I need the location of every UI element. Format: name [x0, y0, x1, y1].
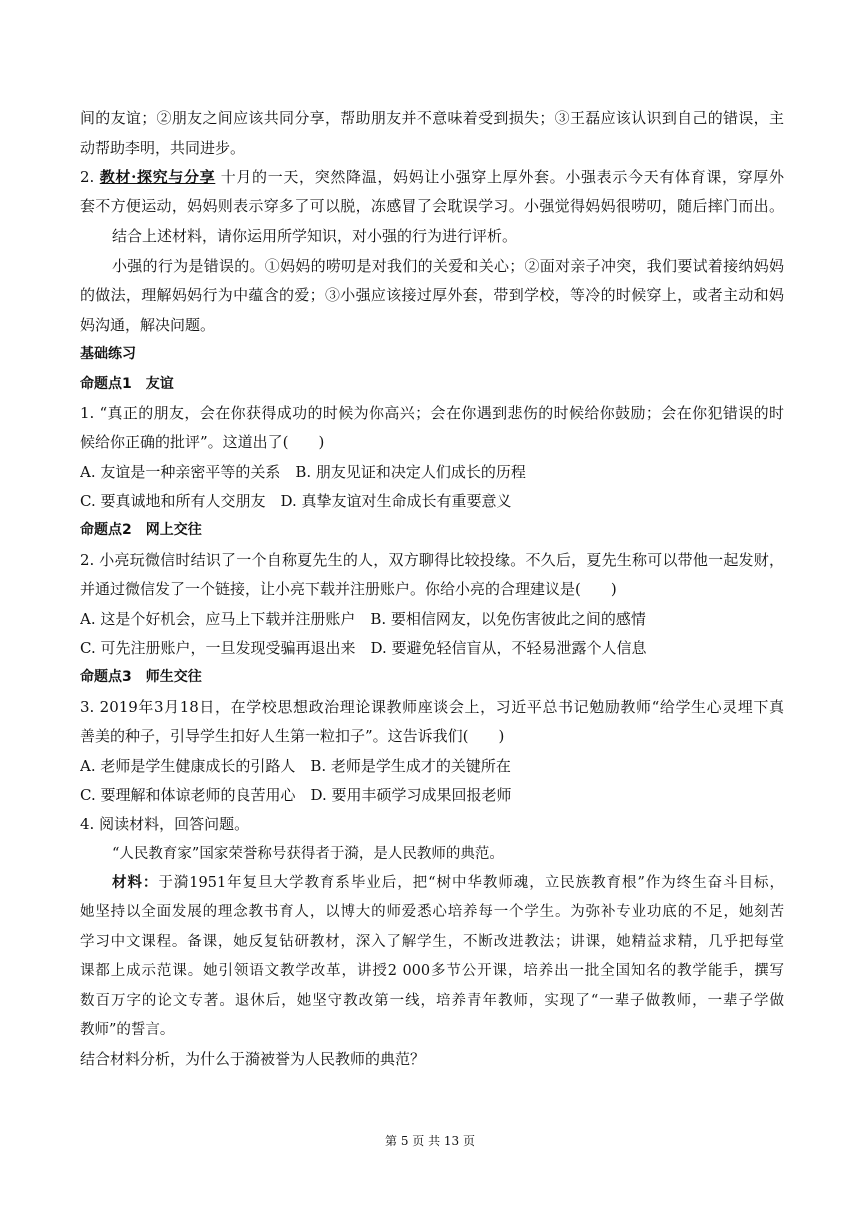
material-label: 材料： — [112, 874, 159, 891]
options-ab: A. 友谊是一种亲密平等的关系 B. 朋友见证和决定人们成长的历程 — [80, 463, 526, 481]
question-text: 十月的一天，突然降温，妈妈让小强穿上厚外套。小强表示今天有体育课，穿厚外 — [220, 168, 784, 186]
question-4-line: 4. 阅读材料，回答问题。 — [80, 815, 250, 833]
answer-line: 小强的行为是错误的。①妈妈的唠叨是对我们的关爱和关心；②面对亲子冲突，我们要试着接纳妈妈 — [112, 257, 784, 275]
question-2-line: 并通过微信发了一个链接，让小亮下载并注册账户。你给小亮的合理建议是( ) — [80, 580, 617, 598]
paragraph-line: 间的友谊；②朋友之间应该共同分享，帮助朋友并不意味着受到损失；③王磊应该认识到自己的错误，主 — [80, 109, 784, 127]
textbook-tag: 教材·探究与分享 — [99, 168, 216, 186]
question-2-line: 2. 小亮玩微信时结识了一个自称夏先生的人，双方聊得比较投缘。不久后，夏先生称可以带他一起发财， — [80, 551, 784, 569]
section-title: 基础练习 — [80, 346, 136, 362]
options-cd: C. 可先注册账户，一旦发现受骗再退出来 D. 要避免轻信盲从，不轻易泄露个人信息 — [80, 639, 647, 657]
material-line: 学习中文课程。备课，她反复钻研教材，深入了解学生，不断改进教法；讲课，她精益求精，几乎把每堂 — [80, 934, 784, 950]
material-text: 于漪1951年复旦大学教育系毕业后，把“树中华教师魂，立民族教育根”作为终生奋斗目标， — [158, 875, 784, 891]
question-number: 2. — [80, 168, 95, 186]
paragraph-line: 套不方便运动，妈妈则表示穿多了可以脱，冻感冒了会耽误学习。小强觉得妈妈很唠叨，随后摔门而出。 — [80, 197, 784, 215]
material-intro: “人民教育家”国家荣誉称号获得者于漪，是人民教师的典范。 — [112, 846, 504, 862]
paragraph-line: 动帮助李明，共同进步。 — [80, 139, 246, 157]
options-ab: A. 这是个好机会，应马上下载并注册账户 B. 要相信网友，以免伤害彼此之间的感情 — [80, 610, 646, 628]
answer-line: 妈沟通，解决问题。 — [80, 316, 216, 334]
topic-3-title: 命题点3 师生交往 — [80, 669, 202, 685]
question-2-textbook-line — [80, 167, 784, 187]
answer-line: 的做法，理解妈妈行为中蕴含的爱；③小强应该接过厚外套，带到学校，等冷的时候穿上，或者主动和妈 — [80, 286, 784, 304]
topic-1-title: 命题点1 友谊 — [80, 376, 174, 392]
question-3-line: 善美的种子，引导学生扣好人生第一粒扣子”。这告诉我们( ) — [80, 727, 505, 745]
material-line: 她坚持以全面发展的理念教书育人，以博大的师爱悉心培养每一个学生。为弥补专业功底的不足，她刻苦 — [80, 904, 784, 920]
options-cd: C. 要真诚地和所有人交朋友 D. 真挚友谊对生命成长有重要意义 — [80, 492, 512, 510]
question-1-line: 候给你正确的批评”。这道出了( ) — [80, 433, 325, 451]
question-3-line: 3. 2019年3月18日，在学校思想政治理论课教师座谈会上，习近平总书记勉励教师“给学生心灵埋下真 — [80, 698, 784, 716]
material-line: 课都上成示范课。她引领语文教学改革，讲授2 000多节公开课，培养出一批全国知名的教学能手，撰写 — [80, 963, 784, 979]
prompt-line: 结合上述材料，请你运用所学知识，对小强的行为进行评析。 — [112, 227, 518, 245]
options-ab: A. 老师是学生健康成长的引路人 B. 老师是学生成才的关键所在 — [80, 757, 511, 775]
material-line: 教师”的誓言。 — [80, 1022, 175, 1038]
page-footer: 第 5 页 共 13 页 — [385, 1134, 475, 1148]
question-4-prompt: 结合材料分析，为什么于漪被誉为人民教师的典范？ — [80, 1050, 426, 1068]
topic-2-title: 命题点2 网上交往 — [80, 522, 202, 538]
options-cd: C. 要理解和体谅老师的良苦用心 D. 要用丰硕学习成果回报老师 — [80, 786, 512, 804]
material-line: 数百万字的论文专著。退休后，她坚守教改第一线，培养青年教师，实现了“一辈子做教师，一辈子学做 — [80, 993, 784, 1009]
question-1-line: 1. “真正的朋友，会在你获得成功的时候为你高兴；会在你遇到悲伤的时候给你鼓励；会在你犯错误的时 — [80, 404, 784, 422]
material-line — [112, 873, 784, 893]
